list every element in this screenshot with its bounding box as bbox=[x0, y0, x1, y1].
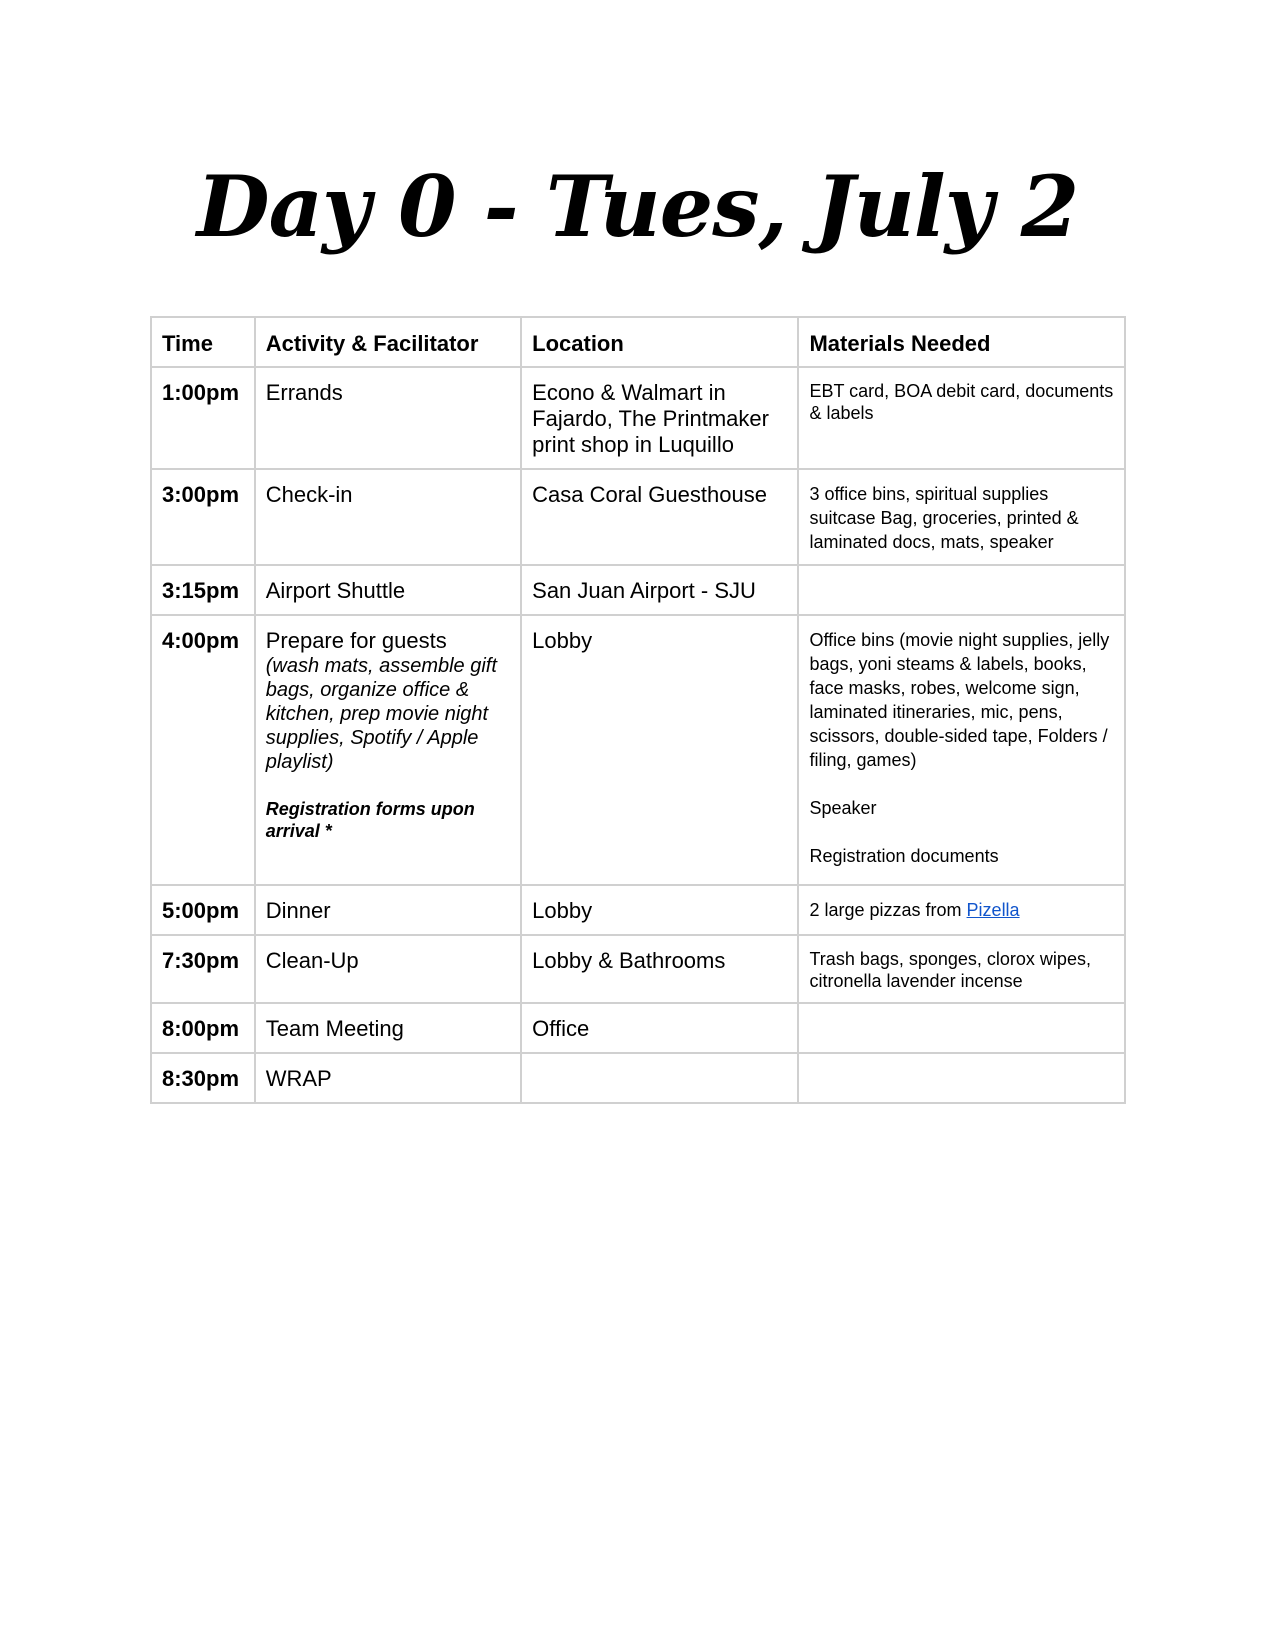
time-cell: 3:15pm bbox=[151, 565, 255, 615]
time-cell: 8:30pm bbox=[151, 1053, 255, 1103]
table-row bbox=[151, 1003, 1125, 1053]
location-cell: Lobby bbox=[521, 885, 798, 935]
time-cell: 3:00pm bbox=[151, 469, 255, 565]
time-cell: 7:30pm bbox=[151, 935, 255, 1003]
table-row bbox=[151, 367, 1125, 469]
header-location: Location bbox=[521, 317, 798, 367]
table-row bbox=[151, 885, 1125, 935]
header-time: Time bbox=[151, 317, 255, 367]
activity-cell: Team Meeting bbox=[255, 1003, 521, 1053]
location-cell: Lobby & Bathrooms bbox=[521, 935, 798, 1003]
materials-cell: Trash bags, sponges, clorox wipes, citronella lavender incense bbox=[798, 935, 1125, 1003]
activity-cell: Errands bbox=[255, 367, 521, 469]
header-activity: Activity & Facilitator bbox=[255, 317, 521, 367]
schedule-table bbox=[150, 316, 1126, 1104]
activity-cell: WRAP bbox=[255, 1053, 521, 1103]
materials-cell bbox=[798, 565, 1125, 615]
materials-cell: 3 office bins, spiritual supplies suitcase Bag, groceries, printed & laminated docs, mats, speaker bbox=[798, 469, 1125, 565]
materials-text: Registration documents bbox=[809, 846, 999, 866]
materials-cell bbox=[798, 885, 1125, 935]
activity-cell: Check-in bbox=[255, 469, 521, 565]
table-row bbox=[151, 565, 1125, 615]
materials-cell bbox=[798, 1003, 1125, 1053]
page-title: Day 0 - Tues, July 2 bbox=[196, 157, 1079, 256]
table-row bbox=[151, 469, 1125, 565]
activity-detail: (wash mats, assemble gift bags, organize office & kitchen, prep movie night supplies, Spotify / Apple playlist) bbox=[265, 655, 497, 773]
materials-text: Office bins (movie night supplies, jelly bags, yoni steams & labels, books, face masks, robes, welcome sign, laminated itineraries, mic, pens, scissors, double-sided tape, Folders / filing, games) bbox=[809, 630, 1110, 770]
table-row bbox=[151, 1053, 1125, 1103]
activity-cell: Dinner bbox=[255, 885, 521, 935]
location-cell: Econo & Walmart in Fajardo, The Printmaker print shop in Luquillo bbox=[521, 367, 798, 469]
table-row bbox=[151, 935, 1125, 1003]
materials-text: 2 large pizzas from bbox=[809, 900, 967, 920]
location-cell: San Juan Airport - SJU bbox=[521, 565, 798, 615]
table-header-row bbox=[151, 317, 1125, 367]
activity-note: Registration forms upon arrival * bbox=[265, 799, 475, 841]
location-cell bbox=[521, 1053, 798, 1103]
pizella-link[interactable]: Pizella bbox=[966, 900, 1020, 920]
activity-cell: Airport Shuttle bbox=[255, 565, 521, 615]
location-cell: Casa Coral Guesthouse bbox=[521, 469, 798, 565]
location-cell: Lobby bbox=[521, 615, 798, 885]
time-cell: 1:00pm bbox=[151, 367, 255, 469]
materials-cell: EBT card, BOA debit card, documents & labels bbox=[798, 367, 1125, 469]
materials-cell bbox=[798, 615, 1125, 885]
location-cell: Office bbox=[521, 1003, 798, 1053]
activity-cell bbox=[255, 615, 521, 885]
activity-title: Prepare for guests bbox=[265, 628, 447, 653]
activity-cell: Clean-Up bbox=[255, 935, 521, 1003]
table-row bbox=[151, 615, 1125, 885]
time-cell: 5:00pm bbox=[151, 885, 255, 935]
time-cell: 8:00pm bbox=[151, 1003, 255, 1053]
time-cell: 4:00pm bbox=[151, 615, 255, 885]
materials-cell bbox=[798, 1053, 1125, 1103]
header-materials: Materials Needed bbox=[798, 317, 1125, 367]
materials-text: Speaker bbox=[809, 798, 877, 818]
